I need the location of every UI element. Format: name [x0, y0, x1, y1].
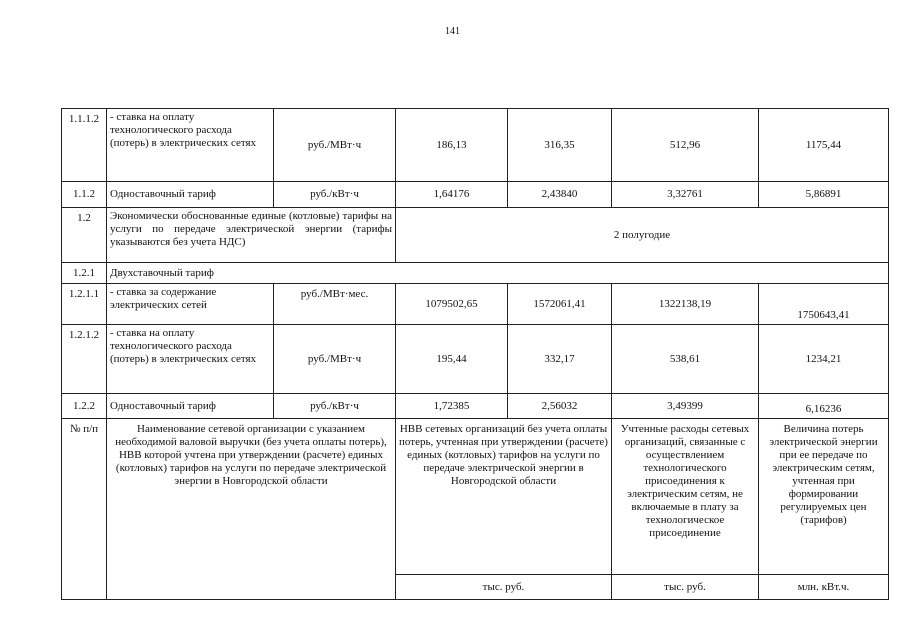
row-description: Одноставочный тариф	[107, 394, 274, 419]
value-cell: 538,61	[612, 325, 759, 394]
value-cell: 332,17	[508, 325, 612, 394]
header-number: № п/п	[62, 419, 107, 600]
value-cell: 316,35	[508, 109, 612, 182]
table-row	[62, 109, 889, 182]
header-losses: Величина потерь электрической энергии при ее передаче по электрическим сетям, учтенная при формировании регулируемых цен (тарифов)	[759, 419, 889, 575]
section-header-row	[62, 419, 889, 575]
value-cell: 3,49399	[612, 394, 759, 419]
value-cell: 3,32761	[612, 182, 759, 208]
row-description: Одноставочный тариф	[107, 182, 274, 208]
table-row	[62, 182, 889, 208]
row-unit: руб./МВт·ч	[274, 109, 396, 182]
value-cell: 1322138,19	[612, 284, 759, 325]
page-number: 141	[445, 26, 460, 37]
row-number: 1.1.1.2	[62, 109, 107, 182]
value-cell: 1,64176	[396, 182, 508, 208]
value-cell: 1750643,41	[759, 284, 889, 325]
unit-nvv: тыс. руб.	[396, 575, 612, 600]
value-cell: 2,43840	[508, 182, 612, 208]
row-number: 1.2.2	[62, 394, 107, 419]
row-number: 1.2.1	[62, 263, 107, 284]
row-unit: руб./МВт·ч	[274, 325, 396, 394]
row-number: 1.1.2	[62, 182, 107, 208]
row-description: - ставка на оплату технологического расхода (потерь) в электрических сетях	[107, 109, 274, 182]
row-description: Двухставочный тариф	[107, 263, 889, 284]
value-cell: 1572061,41	[508, 284, 612, 325]
value-cell: 195,44	[396, 325, 508, 394]
table-row	[62, 394, 889, 419]
table-row	[62, 284, 889, 325]
value-cell: 1234,21	[759, 325, 889, 394]
header-expenses: Учтенные расходы сетевых организаций, связанные с осуществлением технологического присоединения к электрическим сетям, не включаемые в плату за технологическое присоединение	[612, 419, 759, 575]
value-cell: 6,16236	[759, 394, 889, 419]
value-cell: 1175,44	[759, 109, 889, 182]
row-number: 1.2.1.2	[62, 325, 107, 394]
header-organization: Наименование сетевой организации с указанием необходимой валовой выручки (без учета оплаты потерь), НВВ которой учтена при утверждении (расчете) единых (котловых) тарифов на услуги по передаче электрической энергии в Новгородской области	[107, 419, 396, 600]
header-nvv: НВВ сетевых организаций без учета оплаты потерь, учтенная при утверждении (расчете) единых (котловых) тарифов на услуги по передаче электрической энергии в Новгородской области	[396, 419, 612, 575]
table-row	[62, 208, 889, 263]
row-unit: руб./МВт·мес.	[274, 284, 396, 325]
row-unit: руб./кВт·ч	[274, 182, 396, 208]
value-cell: 512,96	[612, 109, 759, 182]
value-cell: 5,86891	[759, 182, 889, 208]
unit-expenses: тыс. руб.	[612, 575, 759, 600]
value-cell: 186,13	[396, 109, 508, 182]
value-cell: 1079502,65	[396, 284, 508, 325]
row-description: - ставка за содержание электрических сетей	[107, 284, 274, 325]
tariff-table	[61, 108, 889, 600]
value-cell: 1,72385	[396, 394, 508, 419]
value-cell: 2,56032	[508, 394, 612, 419]
unit-losses: млн. кВт.ч.	[759, 575, 889, 600]
row-description: Экономически обоснованные единые (котловые) тарифы на услуги по передаче электрической энергии (тарифы указываются без учета НДС)	[107, 208, 396, 263]
period-label: 2 полугодие	[396, 208, 889, 263]
row-number: 1.2.1.1	[62, 284, 107, 325]
table-row	[62, 263, 889, 284]
row-description: - ставка на оплату технологического расхода (потерь) в электрических сетях	[107, 325, 274, 394]
row-number: 1.2	[62, 208, 107, 263]
table-row	[62, 325, 889, 394]
row-unit: руб./кВт·ч	[274, 394, 396, 419]
